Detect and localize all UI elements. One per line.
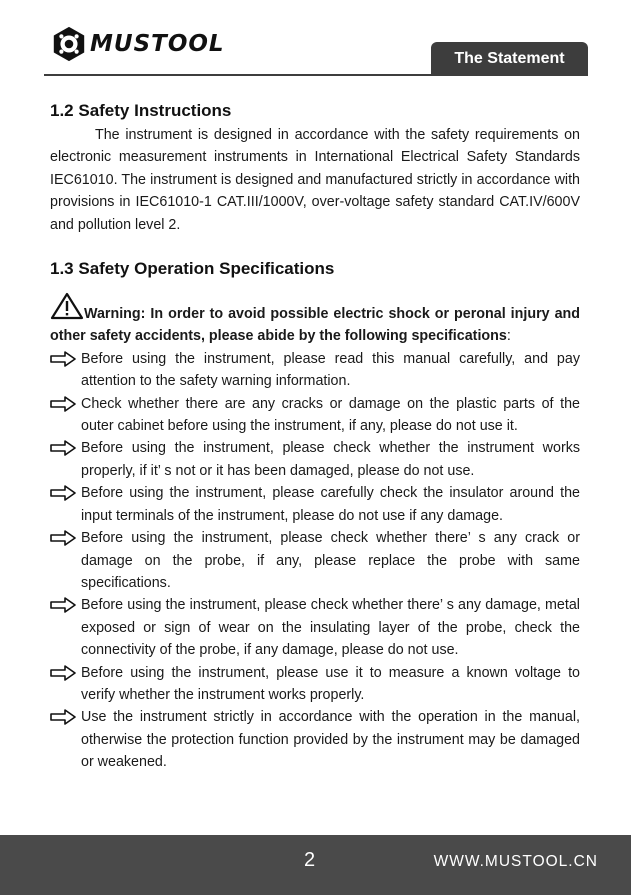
list-item-text: Before using the instrument, please check whether there’ s any damage, metal exposed or sign of wear on the insulating layer of the probe, check the connectivity of the probe, if any damage, please do not use. bbox=[81, 597, 580, 659]
header-rule bbox=[44, 74, 588, 76]
arrow-right-icon bbox=[50, 530, 76, 546]
list-item bbox=[50, 393, 580, 438]
list-item-text: Before using the instrument, please carefully check the insulator around the input terminals of the instrument, please do not use if any damage. bbox=[81, 485, 580, 524]
list-item-text: Before using the instrument, please check whether the instrument works properly, if it’ s not or it has been damaged, please do not use. bbox=[81, 440, 580, 479]
safety-list bbox=[50, 348, 580, 774]
warning-triangle-icon bbox=[50, 292, 84, 320]
page-header bbox=[0, 0, 631, 80]
list-item bbox=[50, 482, 580, 527]
list-item-text: Use the instrument strictly in accordance with the operation in the manual, otherwise the protection function provided by the instrument may be damaged or weakened. bbox=[81, 709, 580, 771]
list-item bbox=[50, 706, 580, 773]
list-item-text: Before using the instrument, please check whether there’ s any crack or damage on the probe, if any, please replace the probe with same specifications. bbox=[81, 530, 580, 591]
warning-text: Warning: In order to avoid possible electric shock or peronal injury and other safety accidents, please abide by the following specifications bbox=[50, 306, 580, 345]
list-item bbox=[50, 348, 580, 393]
list-item bbox=[50, 527, 580, 594]
arrow-right-icon bbox=[50, 597, 76, 613]
list-item-text: Check whether there are any cracks or damage on the plastic parts of the outer cabinet before using the instrument, if any, please do not use it. bbox=[81, 395, 580, 435]
arrow-right-icon bbox=[50, 440, 76, 456]
logo-wordmark: MUSTOOL bbox=[90, 31, 225, 57]
page-content bbox=[50, 98, 580, 774]
section-1-2-title: 1.2 Safety Instructions bbox=[50, 101, 232, 120]
page-footer bbox=[0, 835, 631, 895]
warning-paragraph bbox=[50, 292, 580, 348]
list-item-text: Before using the instrument, please use it to measure a known voltage to verify whether the instrument works properly. bbox=[81, 664, 580, 703]
section-1-3-title: 1.3 Safety Operation Specifications bbox=[50, 259, 335, 279]
website-url: WWW.MUSTOOL.CN bbox=[433, 853, 598, 870]
arrow-right-icon bbox=[50, 485, 76, 501]
list-item bbox=[50, 437, 580, 482]
arrow-right-icon bbox=[50, 396, 76, 412]
arrow-right-icon bbox=[50, 709, 76, 725]
arrow-right-icon bbox=[50, 351, 76, 367]
section-tab: The Statement bbox=[431, 42, 588, 75]
hex-nut-logo-icon bbox=[50, 25, 88, 63]
list-item bbox=[50, 662, 580, 707]
list-item bbox=[50, 594, 580, 661]
arrow-right-icon bbox=[50, 665, 76, 681]
warning-colon: : bbox=[506, 328, 511, 345]
brand-logo bbox=[50, 24, 225, 64]
section-1-2-body: The instrument is designed in accordance with the safety requirements on electronic measurement instruments in International Electrical Safety Standards IEC61010. The instrument is designed and manufactured strictly in accordance with provisions in IEC61010-1 CAT.III/1000V, over-voltage safety standard CAT.IV/600V and pollution level 2. bbox=[50, 127, 580, 233]
list-item-text: Before using the instrument, please read this manual carefully, and pay attention to the safety warning information. bbox=[81, 350, 580, 390]
page-number: 2 bbox=[304, 849, 316, 871]
